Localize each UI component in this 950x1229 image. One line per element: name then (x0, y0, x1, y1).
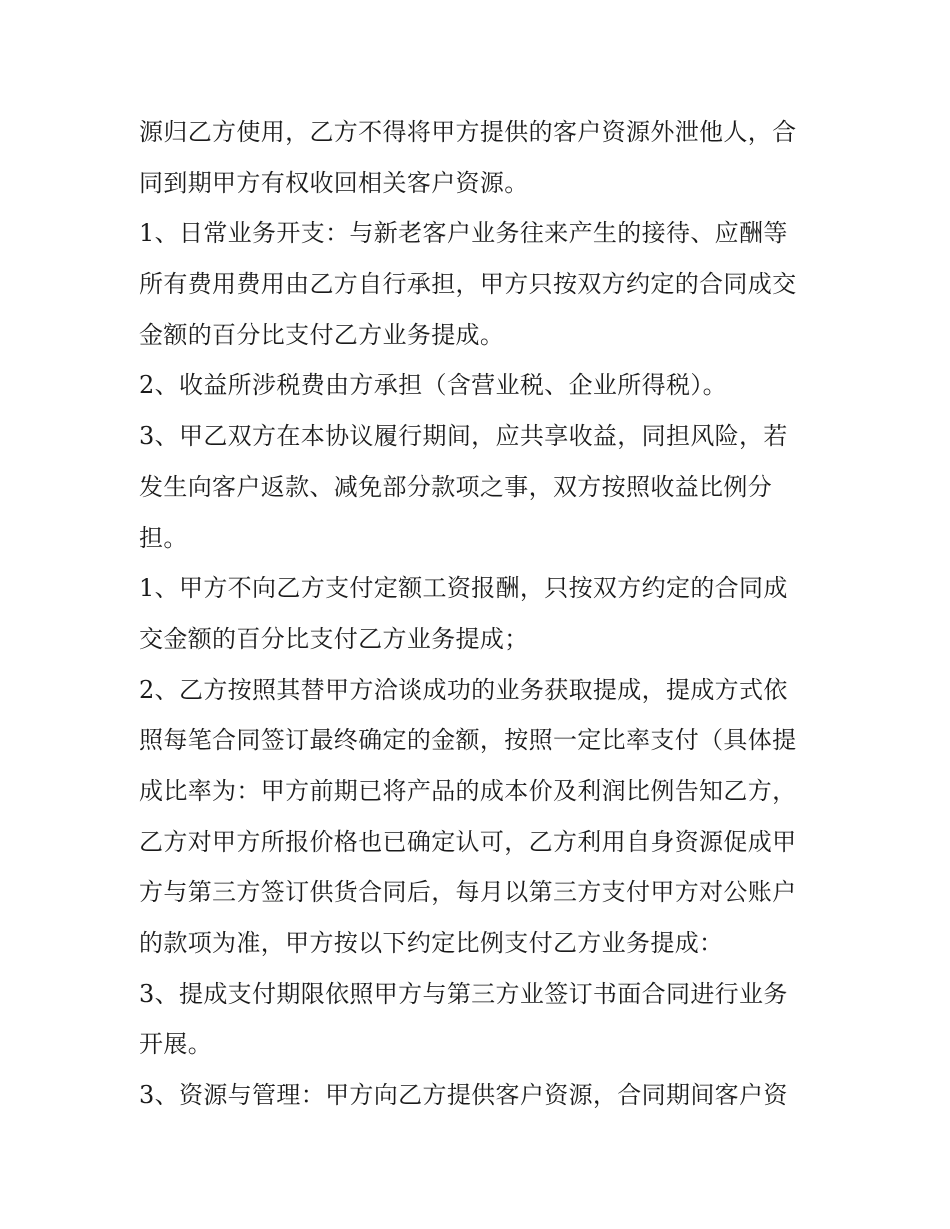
text-line: 源归乙方使用，乙方不得将甲方提供的客户资源外泄他人，合 (139, 118, 797, 146)
text-line: 成比率为：甲方前期已将产品的成本价及利润比例告知乙方， (139, 776, 797, 805)
text-line: 交金额的百分比支付乙方业务提成； (139, 624, 529, 653)
document-body (139, 107, 829, 1121)
text-line: 的款项为准，甲方按以下约定比例支付乙方业务提成： (139, 929, 724, 957)
text-line: 金额的百分比支付乙方业务提成。 (139, 320, 505, 349)
text-line: 3、甲乙双方在本协议履行期间，应共享收益，同担风险，若 (139, 422, 788, 451)
text-line: 2、收益所涉税费由方承担（含营业税、企业所得税）。 (139, 371, 728, 400)
text-line: 担。 (139, 523, 188, 552)
text-line: 1、甲方不向乙方支付定额工资报酬，只按双方约定的合同成 (139, 574, 788, 603)
text-line: 1、日常业务开支：与新老客户业务往来产生的接待、应酬等 (139, 219, 788, 248)
text-line: 发生向客户返款、减免部分款项之事，双方按照收益比例分 (139, 472, 773, 501)
text-line: 3、资源与管理：甲方向乙方提供客户资源，合同期间客户资 (139, 1081, 788, 1110)
text-line: 同到期甲方有权收回相关客户资源。 (139, 168, 529, 197)
text-line: 方与第三方签订供货合同后，每月以第三方支付甲方对公账户 (139, 878, 797, 907)
text-line: 3、提成支付期限依照甲方与第三方业签订书面合同进行业务 (139, 979, 788, 1008)
text-line: 乙方对甲方所报价格也已确定认可，乙方利用自身资源促成甲 (139, 827, 797, 856)
text-line: 开展。 (139, 1030, 213, 1059)
text-line: 所有费用费用由乙方自行承担，甲方只按双方约定的合同成交 (139, 270, 797, 299)
text-line: 照每笔合同签订最终确定的金额，按照一定比率支付（具体提 (139, 726, 797, 755)
text-line: 2、乙方按照其替甲方洽谈成功的业务获取提成，提成方式依 (139, 675, 788, 704)
